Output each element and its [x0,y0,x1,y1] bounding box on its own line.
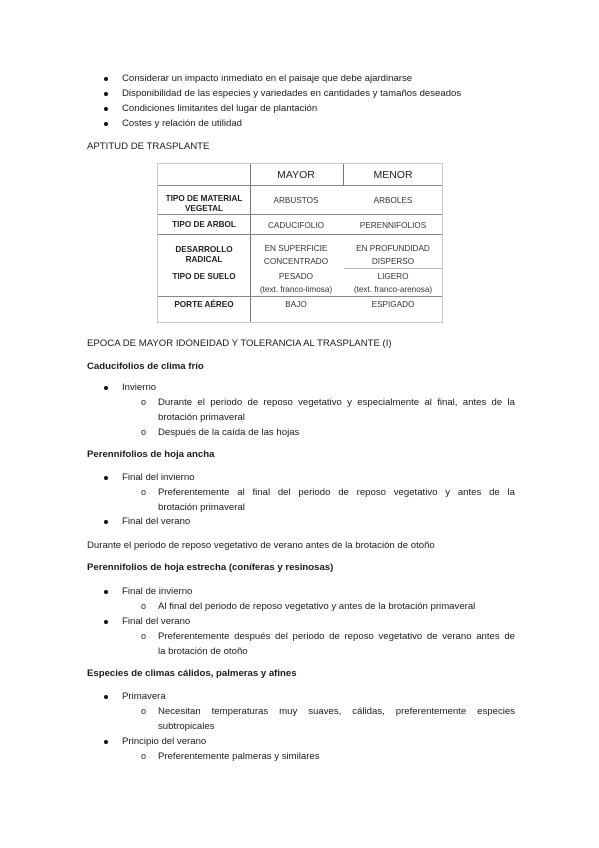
bullet-dot [104,520,108,524]
cell: PERENNIFOLIOS [359,221,427,230]
divider [343,164,344,186]
cell: DISPERSO [371,257,415,266]
row-label: TIPO DE SUELO [172,272,236,281]
bullet-dot [104,590,108,594]
divider [158,296,442,297]
cell: EN PROFUNDIDAD [356,244,430,253]
list-item: Final de invierno [122,586,193,597]
list-item: Condiciones limitantes del lugar de plantación [122,103,318,114]
divider [158,214,442,215]
row-label: DESARROLLO RADICAL [175,245,233,264]
divider [158,185,442,186]
divider [158,234,442,235]
list-item: Costes y relación de utilidad [122,118,242,129]
section-title-calidos: Especies de climas cálidos, palmeras y afines [87,668,297,679]
divider [344,268,442,269]
list-item: Considerar un impacto inmediato en el paisaje que debe ajardinarse [122,73,413,84]
col-header-mayor: MAYOR [277,169,315,181]
bullet-dot [104,77,108,81]
sub-item-line: Durante el periodo de reposo vegetativo y especialmente al final, antes de la [158,397,515,408]
cell: LIGERO [377,272,409,281]
sub-bullet: o [141,397,147,407]
cell: CONCENTRADO [263,257,329,266]
sub-item-line: Necesitan temperaturas muy suaves, cálidas, preferentemente especies [158,706,515,717]
cell: ESPIGADO [371,300,415,309]
heading-aptitud: APTITUD DE TRASPLANTE [87,141,210,152]
cell: (text. franco-limosa) [259,285,333,294]
sub-item-line: brotación primaveral [158,502,245,513]
list-item: Final del invierno [122,472,195,483]
list-item: Primavera [122,691,166,702]
aptitud-table [157,163,443,323]
list-item: Invierno [122,382,157,393]
col-header-menor: MENOR [373,169,413,181]
bullet-dot [104,476,108,480]
sub-item: Preferentemente palmeras y similares [158,751,320,762]
section-title-perennifolios-estrecha: Perennifolios de hoja estrecha (coníferas y resinosas) [87,562,334,573]
sub-bullet: o [141,601,147,611]
sub-item-line: la brotación de otoño [158,646,248,657]
sub-item-line: subtropicales [158,721,215,732]
bullet-dot [104,386,108,390]
list-item: Principio del verano [122,736,207,747]
cell: CADUCIFOLIO [268,221,324,230]
bullet-dot [104,92,108,96]
list-item: Final del verano [122,516,191,527]
sub-bullet: o [141,631,147,641]
cell: (text. franco-arenosa) [353,285,433,294]
cell: PESADO [278,272,314,281]
row-label: PORTE AÉREO [174,300,234,309]
bullet-dot [104,107,108,111]
sub-item: Al final del periodo de reposo vegetativo y antes de la brotación primaveral [158,601,476,612]
bullet-dot [104,620,108,624]
sub-item: Después de la caída de las hojas [158,427,300,438]
cell: ARBUSTOS [273,196,319,205]
row-label: TIPO DE ARBOL [172,220,236,229]
list-item: Disponibilidad de las especies y variedades en cantidades y tamaños deseados [122,88,462,99]
cell: EN SUPERFICIE [264,244,328,253]
bullet-dot [104,122,108,126]
sub-item-line: Preferentemente al final del periodo de reposo vegetativo y antes de la [158,487,515,498]
cell: ARBOLES [373,196,413,205]
sub-item-line: Preferentemente después del periodo de reposo vegetativo de verano antes de [158,631,515,642]
heading-epoca: EPOCA DE MAYOR IDONEIDAD Y TOLERANCIA AL TRASPLANTE (I) [87,338,392,349]
note-text: Durante el periodo de reposo vegetativo de verano antes de la brotación de otoño [87,540,435,551]
sub-bullet: o [141,706,147,716]
sub-bullet: o [141,427,147,437]
bullet-dot [104,740,108,744]
sub-item-line: brotación primaveral [158,412,245,423]
list-item: Final del verano [122,616,191,627]
sub-bullet: o [141,487,147,497]
section-title-perennifolios-ancha: Perennifolios de hoja ancha [87,449,215,460]
row-label: TIPO DE MATERIAL VEGETAL [165,194,243,213]
cell: BAJO [285,300,307,309]
sub-bullet: o [141,751,147,761]
bullet-dot [104,695,108,699]
section-title-caducifolios: Caducifolios de clima frío [87,361,204,372]
